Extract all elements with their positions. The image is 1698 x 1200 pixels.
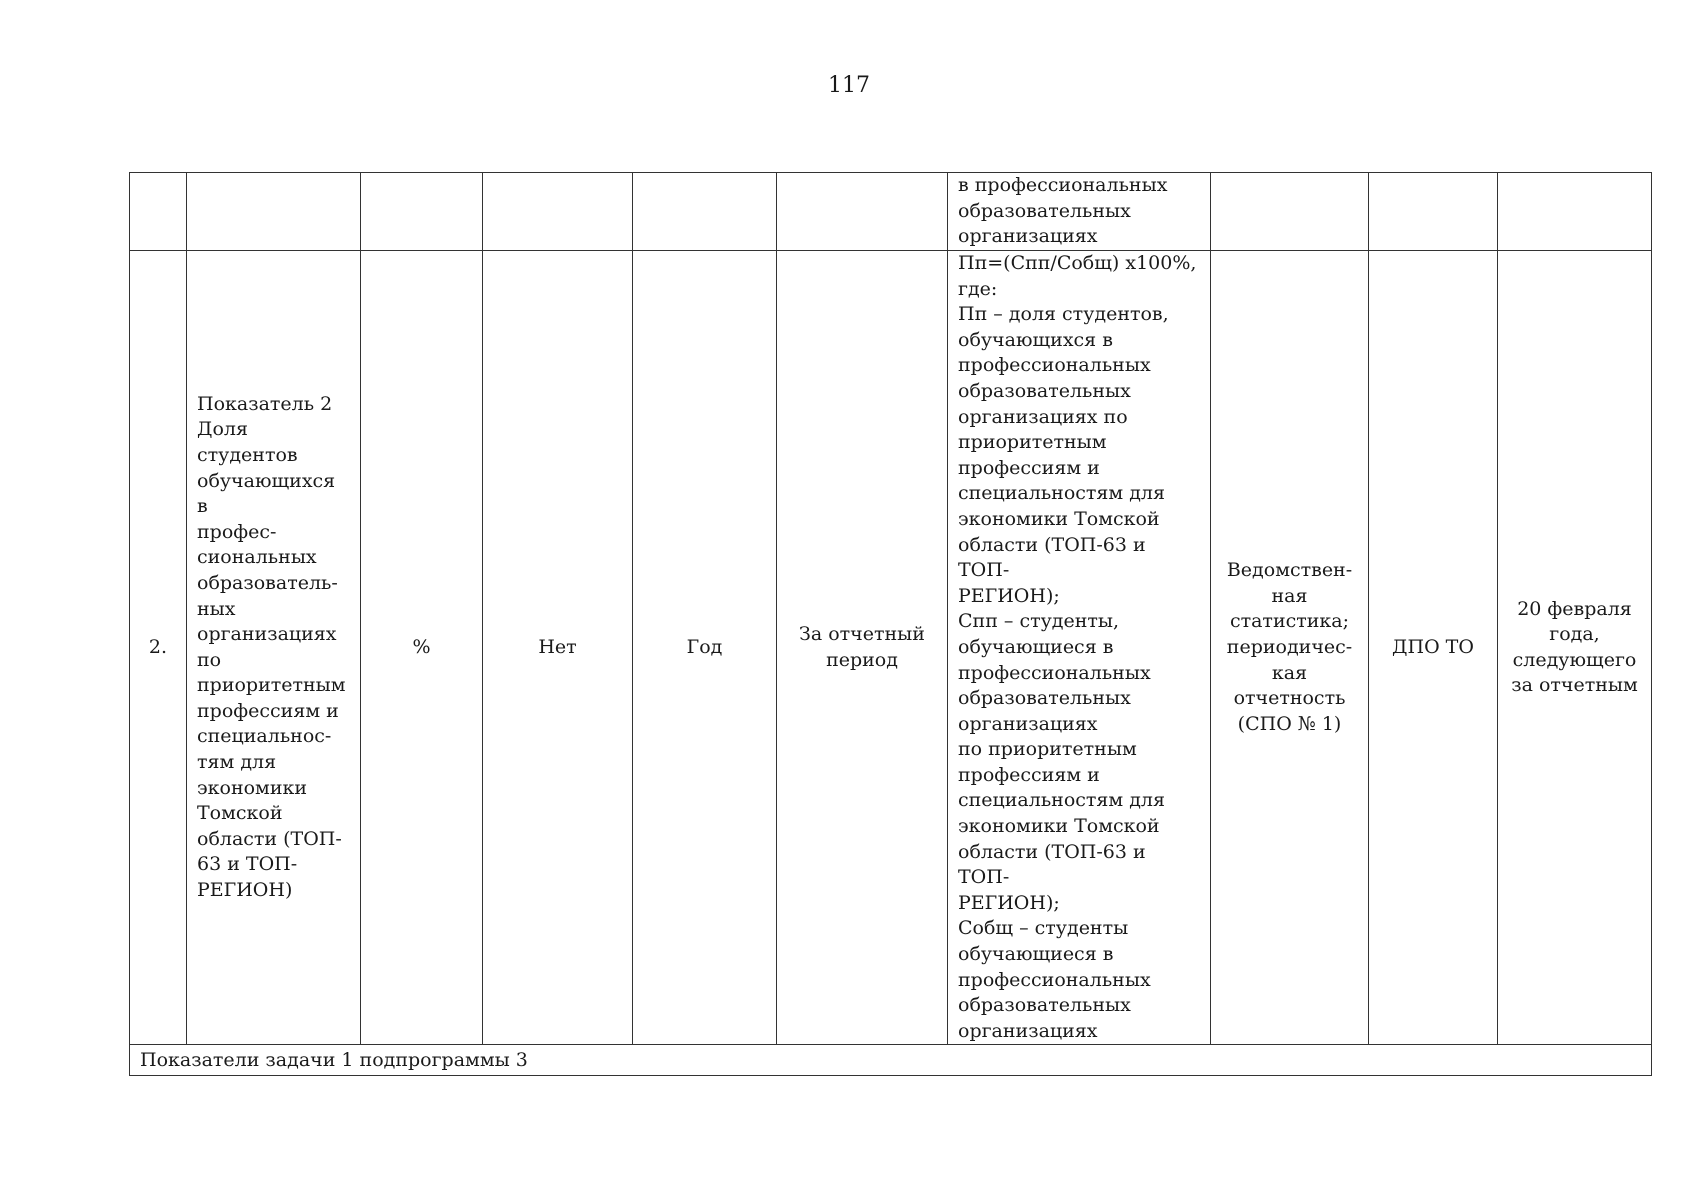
- cell-empty: [1498, 173, 1652, 251]
- section-title: Показатели задачи 1 подпрограммы 3: [140, 1048, 528, 1071]
- indicator-deadline: 20 февраля года, следующего за отчетным: [1511, 597, 1638, 697]
- cell-deadline: [1498, 251, 1652, 1045]
- table-row-section-header: [130, 1045, 1652, 1076]
- cell-section-title: [130, 1045, 1652, 1076]
- cell-empty: [483, 173, 633, 251]
- indicator-flag: Нет: [538, 635, 577, 658]
- indicator-calculation-method: Пп=(Спп/Собщ) х100%, где: Пп – доля студентов, обучающихся в профессиональных образовательных организациях по приоритетным профессиям и специальностям для экономики Томской области (ТОП-63 и ТОП- РЕГИОН); Спп – студенты, обучающиеся в профессиональных образовательных организациях по приоритетным профессиям и специальностям для экономики Томской области (ТОП-63 и ТОП- РЕГИОН); Собщ – студенты обучающиеся в профессиональных образовательных организациях: [958, 252, 1197, 1042]
- page-number: 117: [828, 73, 870, 98]
- table-row-continuation: [130, 173, 1652, 251]
- cell-flag: [483, 251, 633, 1045]
- cell-empty: [187, 173, 361, 251]
- cell-empty: [361, 173, 483, 251]
- cell-responsible: [1369, 251, 1498, 1045]
- cell-empty: [633, 173, 777, 251]
- cell-empty: [777, 173, 948, 251]
- method-continuation-text: в профессиональных образовательных организациях: [958, 174, 1168, 248]
- indicator-responsible: ДПО ТО: [1392, 635, 1474, 658]
- cell-method-continuation: [948, 173, 1211, 251]
- indicator-data-source: Ведомствен- ная статистика; периодичес- кая отчетность (СПО № 1): [1226, 559, 1353, 735]
- cell-indicator-name: [187, 251, 361, 1045]
- cell-periodicity: [633, 251, 777, 1045]
- indicator-number: 2.: [148, 635, 168, 658]
- table-row-indicator-2: [130, 251, 1652, 1045]
- indicator-name: Показатель 2 Доля студентов обучающихся в профес- сиональных образователь- ных организациях по приоритетным профессиям и специальнос- тям для экономики Томской области (ТОП- 63 и ТОП- РЕГИОН): [197, 392, 346, 902]
- cell-empty: [130, 173, 187, 251]
- cell-empty: [1369, 173, 1498, 251]
- indicator-unit: %: [412, 635, 431, 658]
- indicator-time-characteristic: За отчетный период: [799, 623, 925, 671]
- cell-empty: [1211, 173, 1369, 251]
- cell-number: [130, 251, 187, 1045]
- cell-unit: [361, 251, 483, 1045]
- cell-calculation-method: [948, 251, 1211, 1045]
- cell-data-source: [1211, 251, 1369, 1045]
- indicator-periodicity: Год: [686, 635, 723, 658]
- indicators-table: [129, 172, 1652, 1076]
- cell-time-characteristic: [777, 251, 948, 1045]
